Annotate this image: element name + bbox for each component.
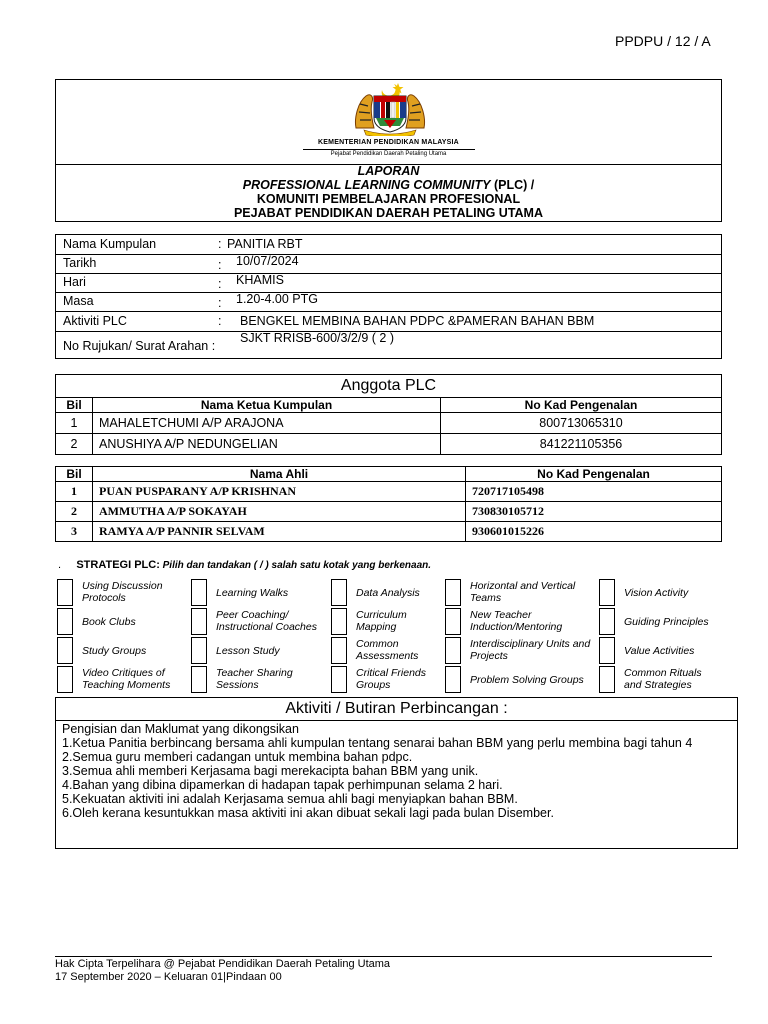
report-title [56, 164, 721, 220]
strategi-checkbox[interactable] [599, 608, 615, 635]
footer-copyright: Hak Cipta Terpelihara @ Pejabat Pendidikan Daerah Petaling Utama [55, 958, 391, 970]
table-row: 2 ANUSHIYA A/P NEDUNGELIAN 841221105356 [56, 434, 722, 455]
strategi-checkbox[interactable] [57, 637, 73, 664]
footer-issue: 17 September 2020 – Keluaran 01|Pindaan 00 [55, 971, 282, 983]
ahli-table [55, 466, 722, 542]
ministry-name: KEMENTERIAN PENDIDIKAN MALAYSIA [318, 139, 459, 146]
strategi-checkbox[interactable] [191, 608, 207, 635]
table-row: 2 AMMUTHA A/P SOKAYAH 730830105712 [56, 502, 722, 522]
strategi-option-label: Horizontal and Vertical Teams [470, 580, 576, 604]
strategi-option-label: Learning Walks [216, 587, 289, 599]
info-label: Hari [63, 275, 86, 289]
strategi-title: . STRATEGI PLC: Pilih dan tandakan ( / ) salah satu kotak yang berkenaan. [58, 559, 432, 571]
info-row: Nama Kumpulan : PANITIA RBT [56, 235, 721, 255]
strategi-checkbox[interactable] [599, 579, 615, 606]
title-office: PEJABAT PENDIDIKAN DAERAH PETALING UTAMA [233, 206, 544, 220]
malaysia-crest-icon [350, 80, 430, 136]
anggota-table [55, 374, 722, 455]
info-row: Masa : 1.20-4.00 PTG [56, 292, 721, 312]
title-plc-en: PROFESSIONAL LEARNING COMMUNITY [242, 178, 491, 192]
table-row: 1 PUAN PUSPARANY A/P KRISHNAN 720717105498 [56, 482, 722, 502]
strategi-option-label: Study Groups [82, 645, 147, 657]
strategi-option-label: New Teacher Induction/Mentoring [470, 609, 563, 633]
strategi-option-label: Critical Friends Groups [356, 667, 427, 691]
col-ic: No Kad Pengenalan [466, 467, 722, 482]
table-row: 1 MAHALETCHUMI A/P ARAJONA 800713065310 [56, 413, 722, 434]
header-box [55, 79, 722, 222]
strategi-option-label: Video Critiques of Teaching Moments [82, 667, 171, 691]
strategi-checkbox[interactable] [57, 666, 73, 693]
info-row: Tarikh : 10/07/2024 [56, 254, 721, 274]
info-label: Tarikh [63, 256, 97, 270]
strategi-option-label: Book Clubs [82, 616, 136, 628]
office-name: Pejabat Pendidikan Daerah Petaling Utama [330, 151, 447, 157]
strategi-option-label: Interdisciplinary Units and Projects [470, 638, 591, 662]
info-value: 1.20-4.00 PTG [236, 292, 318, 306]
strategi-option-label: Common Rituals and Strategies [624, 667, 702, 691]
strategi-option-label: Guiding Principles [624, 616, 709, 628]
info-value: SJKT RRISB-600/3/2/9 ( 2 ) [240, 331, 394, 345]
strategi-checkbox[interactable] [445, 637, 461, 664]
strategi-checkbox[interactable] [191, 666, 207, 693]
strategi-checkbox[interactable] [191, 637, 207, 664]
info-row: Hari : KHAMIS [56, 273, 721, 293]
strategi-checkbox[interactable] [445, 666, 461, 693]
info-label: Nama Kumpulan [63, 237, 157, 251]
info-row [56, 331, 721, 359]
strategi-checkbox[interactable] [599, 637, 615, 664]
col-bil: Bil [56, 398, 93, 413]
strategi-checkbox[interactable] [445, 608, 461, 635]
document-reference: PPDPU / 12 / A [615, 33, 711, 49]
info-value: 10/07/2024 [236, 254, 299, 268]
strategi-checkbox[interactable] [57, 608, 73, 635]
strategi-checkbox[interactable] [331, 608, 347, 635]
strategi-option-label: Vision Activity [624, 587, 689, 599]
info-label: No Rujukan/ Surat Arahan : [63, 339, 216, 353]
strategi-option-label: Value Activities [624, 645, 695, 657]
strategi-checkbox[interactable] [331, 637, 347, 664]
strategi-option-label: Using Discussion Protocols [82, 580, 163, 604]
strategi-checkbox[interactable] [331, 579, 347, 606]
strategi-option-label: Peer Coaching/ Instructional Coaches [216, 609, 317, 633]
info-value: PANITIA RBT [227, 237, 303, 251]
col-nama-ketua: Nama Ketua Kumpulan [93, 398, 441, 413]
aktiviti-body: Pengisian dan Maklumat yang dikongsikan 1.Ketua Panitia berbincang bersama ahli kumpulan tentang senarai bahan BBM yang perlu membina bagi tahun 4 2.Semua guru memberi cadangan untuk membina bahan pdpc. 3.Semua ahli memberi Kerjasama bagi merekacipta bahan BBM yang unik. 4.Bahan yang dibina dipamerkan di hadapan tapak perhimpunan selama 2 hari. 5.Kekuatan aktiviti ini adalah Kerjasama semua ahli bagi menyiapkan bahan BBM. 6.Oleh kerana kesuntukkan masa aktiviti ini akan dibuat sekali lagi pada bulan Disember. [62, 722, 693, 820]
info-row: Aktiviti PLC : BENGKEL MEMBINA BAHAN PDPC &PAMERAN BAHAN BBM [56, 311, 721, 332]
table-row: 3 RAMYA A/P PANNIR SELVAM 930601015226 [56, 522, 722, 542]
info-value: KHAMIS [236, 273, 284, 287]
strategi-checkbox[interactable] [445, 579, 461, 606]
strategi-option-label: Data Analysis [356, 587, 420, 599]
strategi-checkbox[interactable] [191, 579, 207, 606]
strategi-checkbox[interactable] [599, 666, 615, 693]
footer [55, 958, 390, 984]
title-laporan: LAPORAN [357, 164, 420, 178]
title-plc-abbr: (PLC) / [490, 178, 535, 192]
strategi-option-label: Common Assessments [356, 638, 419, 662]
strategi-option-label: Curriculum Mapping [356, 609, 407, 633]
title-plc-my: KOMUNITI PEMBELAJARAN PROFESIONAL [256, 192, 521, 206]
strategi-checkbox[interactable] [57, 579, 73, 606]
strategi-option-label: Lesson Study [216, 645, 280, 657]
info-label: Aktiviti PLC [63, 314, 127, 328]
strategi-option-label: Teacher Sharing Sessions [216, 667, 293, 691]
col-nama-ahli: Nama Ahli [93, 467, 466, 482]
anggota-caption: Anggota PLC [56, 375, 722, 398]
strategi-checkbox[interactable] [331, 666, 347, 693]
aktiviti-caption: Aktiviti / Butiran Perbincangan : [56, 698, 737, 721]
info-value: BENGKEL MEMBINA BAHAN PDPC &PAMERAN BAHAN BBM [240, 314, 595, 328]
info-label: Masa [63, 294, 94, 308]
col-bil: Bil [56, 467, 93, 482]
aktiviti-box [55, 697, 738, 849]
col-ic: No Kad Pengenalan [441, 398, 722, 413]
info-table [55, 234, 722, 359]
strategi-option-label: Problem Solving Groups [470, 674, 584, 686]
